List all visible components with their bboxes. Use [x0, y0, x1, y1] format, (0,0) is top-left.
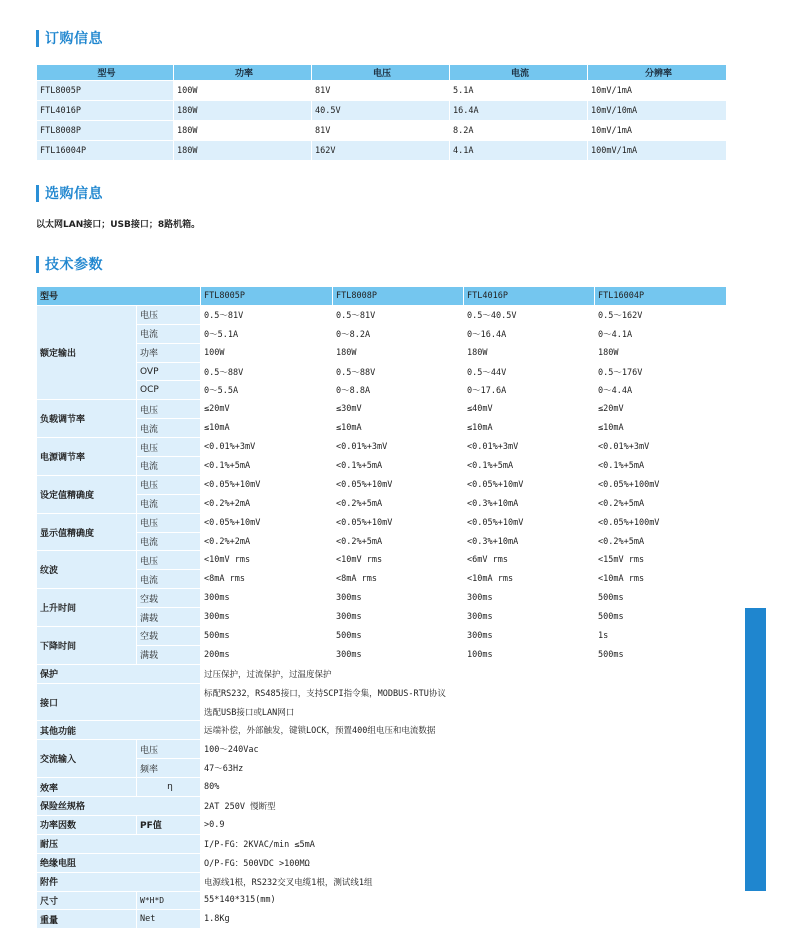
spec-header-label: 型号	[37, 287, 201, 306]
spec-value: 标配RS232，RS485接口，支持SCPI指令集，MODBUS-RTU协议	[201, 683, 727, 702]
spec-value: 0～5.1A	[201, 324, 333, 343]
spec-value: 47～63Hz	[201, 759, 727, 778]
spec-label: 上升时间	[37, 589, 137, 627]
order-header-cell: 电流	[450, 65, 588, 81]
spec-label: 负载调节率	[37, 400, 137, 438]
order-cell-model: FTL16004P	[37, 141, 174, 161]
select-note: 以太网LAN接口；USB接口；8路机箱。	[36, 220, 201, 230]
spec-value: 500ms	[201, 627, 333, 646]
spec-value: 0.5～40.5V	[464, 305, 595, 324]
spec-label: 绝缘电阻	[37, 853, 201, 872]
spec-value: 远端补偿，外部触发，键锁LOCK，预置400组电压和电流数据	[201, 721, 727, 740]
order-cell: 162V	[312, 141, 450, 161]
spec-value: <0.01%+3mV	[464, 438, 595, 457]
select-section-title	[36, 183, 103, 203]
spec-value: <10mV rms	[333, 551, 464, 570]
spec-value: <0.1%+5mA	[595, 457, 727, 476]
table-row	[37, 645, 727, 664]
table-row	[37, 570, 727, 589]
spec-value: 0.5～81V	[201, 305, 333, 324]
table-row	[37, 627, 727, 646]
spec-value: <0.01%+3mV	[595, 438, 727, 457]
spec-value: 2AT 250V 慢断型	[201, 797, 727, 816]
spec-sub: 电流	[137, 457, 201, 476]
order-cell-model: FTL8008P	[37, 121, 174, 141]
spec-value: 过压保护，过流保护，过温度保护	[201, 664, 727, 683]
spec-value: 500ms	[595, 645, 727, 664]
spec-value: 80%	[201, 778, 727, 797]
table-row	[37, 475, 727, 494]
spec-sub: 电流	[137, 419, 201, 438]
spec-value: <0.05%+100mV	[595, 513, 727, 532]
spec-value: <0.1%+5mA	[201, 457, 333, 476]
table-row	[37, 740, 727, 759]
spec-value: <0.05%+10mV	[333, 513, 464, 532]
spec-sub: 满载	[137, 608, 201, 627]
spec-value: 1.8Kg	[201, 910, 727, 929]
spec-table	[36, 286, 727, 929]
spec-value: <0.2%+5mA	[595, 532, 727, 551]
spec-label: 下降时间	[37, 627, 137, 665]
spec-sub: η	[137, 778, 201, 797]
spec-label: 纹波	[37, 551, 137, 589]
spec-value: O/P-FG：500VDC >100MΩ	[201, 853, 727, 872]
table-row	[37, 457, 727, 476]
spec-label: 保护	[37, 664, 201, 683]
spec-value: <10mA rms	[464, 570, 595, 589]
spec-value: 100W	[201, 343, 333, 362]
table-row	[37, 608, 727, 627]
table-row	[37, 343, 727, 362]
table-row	[37, 400, 727, 419]
spec-value: 300ms	[464, 627, 595, 646]
spec-value: 55*140*315(mm)	[201, 891, 727, 910]
side-accent-bar	[745, 608, 766, 891]
order-cell: 100W	[174, 81, 312, 101]
spec-sub: OCP	[137, 381, 201, 400]
title-bar	[36, 30, 39, 47]
table-row	[37, 419, 727, 438]
spec-value: 500ms	[333, 627, 464, 646]
order-header-cell: 功率	[174, 65, 312, 81]
spec-value: 0.5～44V	[464, 362, 595, 381]
table-row	[37, 324, 727, 343]
spec-header-model: FTL4016P	[464, 287, 595, 306]
title-bar	[36, 185, 39, 202]
spec-value: <0.05%+100mV	[595, 475, 727, 494]
table-row	[37, 759, 727, 778]
spec-value: 180W	[333, 343, 464, 362]
order-cell: 40.5V	[312, 101, 450, 121]
spec-label: 交流输入	[37, 740, 137, 778]
table-row	[37, 305, 727, 324]
spec-sub: 空载	[137, 589, 201, 608]
spec-sub: 电压	[137, 305, 201, 324]
order-cell: 180W	[174, 141, 312, 161]
spec-value: 0.5～81V	[333, 305, 464, 324]
spec-label: 显示值精确度	[37, 513, 137, 551]
spec-value: <0.1%+5mA	[464, 457, 595, 476]
spec-value: <0.05%+10mV	[464, 513, 595, 532]
table-row	[37, 721, 727, 740]
table-row	[37, 834, 727, 853]
order-table	[36, 64, 727, 161]
table-row	[37, 362, 727, 381]
spec-value: 0～4.1A	[595, 324, 727, 343]
spec-value: ≤10mA	[595, 419, 727, 438]
order-cell-model: FTL4016P	[37, 101, 174, 121]
spec-value: ≤20mV	[201, 400, 333, 419]
spec-value: 1s	[595, 627, 727, 646]
spec-sub: 电压	[137, 475, 201, 494]
spec-label: 其他功能	[37, 721, 201, 740]
spec-sub: 电压	[137, 513, 201, 532]
spec-label: 功率因数	[37, 815, 137, 834]
spec-value: <0.05%+10mV	[464, 475, 595, 494]
spec-value: <0.2%+5mA	[333, 532, 464, 551]
table-row	[37, 121, 727, 141]
spec-header-model: FTL16004P	[595, 287, 727, 306]
spec-value: <8mA rms	[201, 570, 333, 589]
spec-value: 0～5.5A	[201, 381, 333, 400]
spec-label: 接口	[37, 683, 201, 721]
spec-label: 重量	[37, 910, 137, 929]
spec-value: <0.3%+10mA	[464, 532, 595, 551]
spec-label: 尺寸	[37, 891, 137, 910]
spec-title: 技术参数	[45, 257, 103, 273]
spec-value: 100ms	[464, 645, 595, 664]
spec-header-model: FTL8005P	[201, 287, 333, 306]
order-cell: 100mV/1mA	[588, 141, 727, 161]
spec-value: <10mV rms	[201, 551, 333, 570]
order-section-title	[36, 28, 103, 48]
spec-value: ≤10mA	[333, 419, 464, 438]
spec-label: 设定值精确度	[37, 475, 137, 513]
spec-value: 200ms	[201, 645, 333, 664]
order-cell: 8.2A	[450, 121, 588, 141]
table-row	[37, 910, 727, 929]
table-row	[37, 778, 727, 797]
spec-value: ≤40mV	[464, 400, 595, 419]
spec-sub: 电压	[137, 438, 201, 457]
order-title: 订购信息	[45, 31, 103, 47]
spec-value: <0.05%+10mV	[201, 475, 333, 494]
spec-sub: 电流	[137, 570, 201, 589]
table-row	[37, 797, 727, 816]
table-row	[37, 81, 727, 101]
spec-sub: 电流	[137, 324, 201, 343]
spec-sub: W*H*D	[137, 891, 201, 910]
spec-sub: 电压	[137, 400, 201, 419]
spec-sub: Net	[137, 910, 201, 929]
table-row	[37, 683, 727, 702]
order-cell-model: FTL8005P	[37, 81, 174, 101]
order-cell: 81V	[312, 121, 450, 141]
spec-value: 300ms	[464, 608, 595, 627]
order-cell: 10mV/1mA	[588, 81, 727, 101]
table-row	[37, 891, 727, 910]
table-row	[37, 381, 727, 400]
spec-value: 180W	[595, 343, 727, 362]
spec-value: ≤10mA	[201, 419, 333, 438]
spec-label: 额定输出	[37, 305, 137, 399]
order-cell: 81V	[312, 81, 450, 101]
spec-sub: 满载	[137, 645, 201, 664]
spec-value: <0.01%+3mV	[201, 438, 333, 457]
table-row	[37, 141, 727, 161]
spec-value: ≤10mA	[464, 419, 595, 438]
spec-sub: PF值	[137, 815, 201, 834]
table-row	[37, 815, 727, 834]
spec-value: 0～17.6A	[464, 381, 595, 400]
spec-label: 耐压	[37, 834, 201, 853]
order-cell: 180W	[174, 121, 312, 141]
spec-value: 0～4.4A	[595, 381, 727, 400]
spec-value: <6mV rms	[464, 551, 595, 570]
spec-value: 300ms	[333, 645, 464, 664]
order-header-cell: 型号	[37, 65, 174, 81]
table-row	[37, 853, 727, 872]
spec-sub: 功率	[137, 343, 201, 362]
spec-value: 0～8.2A	[333, 324, 464, 343]
order-header-cell: 分辨率	[588, 65, 727, 81]
title-bar	[36, 256, 39, 273]
spec-value: I/P-FG：2KVAC/min ≤5mA	[201, 834, 727, 853]
spec-value: <0.3%+10mA	[464, 494, 595, 513]
spec-value: 300ms	[201, 608, 333, 627]
spec-value: 电源线1根，RS232交叉电缆1根，测试线1组	[201, 872, 727, 891]
spec-sub: 电流	[137, 532, 201, 551]
spec-value: 180W	[464, 343, 595, 362]
spec-sub: 电压	[137, 740, 201, 759]
spec-label: 附件	[37, 872, 201, 891]
spec-value: <0.01%+3mV	[333, 438, 464, 457]
spec-value: 300ms	[464, 589, 595, 608]
table-row	[37, 664, 727, 683]
spec-value: 500ms	[595, 608, 727, 627]
spec-value: 0～8.8A	[333, 381, 464, 400]
spec-value: <0.05%+10mV	[333, 475, 464, 494]
spec-value: 0.5～162V	[595, 305, 727, 324]
spec-value: <8mA rms	[333, 570, 464, 589]
spec-value: 0.5～88V	[333, 362, 464, 381]
spec-value: <0.2%+5mA	[333, 494, 464, 513]
order-header-cell: 电压	[312, 65, 450, 81]
table-row	[37, 494, 727, 513]
spec-label: 电源调节率	[37, 438, 137, 476]
table-row	[37, 532, 727, 551]
spec-header-row	[37, 287, 727, 306]
spec-value: 100～240Vac	[201, 740, 727, 759]
spec-value: <0.05%+10mV	[201, 513, 333, 532]
table-row	[37, 513, 727, 532]
order-cell: 10mV/10mA	[588, 101, 727, 121]
spec-value: 0～16.4A	[464, 324, 595, 343]
order-header-row	[37, 65, 727, 81]
spec-value: 300ms	[333, 608, 464, 627]
order-cell: 180W	[174, 101, 312, 121]
spec-value: <0.2%+5mA	[595, 494, 727, 513]
spec-value: >0.9	[201, 815, 727, 834]
spec-sub: OVP	[137, 362, 201, 381]
spec-value: <0.2%+2mA	[201, 532, 333, 551]
spec-value: 0.5～176V	[595, 362, 727, 381]
table-row	[37, 101, 727, 121]
spec-value: 选配USB接口或LAN网口	[201, 702, 727, 721]
spec-value: 0.5～88V	[201, 362, 333, 381]
table-row	[37, 438, 727, 457]
spec-value: <10mA rms	[595, 570, 727, 589]
table-row	[37, 589, 727, 608]
spec-sub: 电压	[137, 551, 201, 570]
order-cell: 10mV/1mA	[588, 121, 727, 141]
table-row	[37, 872, 727, 891]
order-cell: 5.1A	[450, 81, 588, 101]
select-title: 选购信息	[45, 186, 103, 202]
spec-sub: 电流	[137, 494, 201, 513]
spec-value: <0.1%+5mA	[333, 457, 464, 476]
spec-value: ≤20mV	[595, 400, 727, 419]
spec-value: 300ms	[201, 589, 333, 608]
spec-header-model: FTL8008P	[333, 287, 464, 306]
spec-label: 效率	[37, 778, 137, 797]
spec-value: <15mV rms	[595, 551, 727, 570]
spec-sub: 空载	[137, 627, 201, 646]
spec-value: 500ms	[595, 589, 727, 608]
spec-value: ≤30mV	[333, 400, 464, 419]
spec-section-title	[36, 254, 103, 274]
spec-value: 300ms	[333, 589, 464, 608]
order-cell: 16.4A	[450, 101, 588, 121]
order-cell: 4.1A	[450, 141, 588, 161]
spec-label: 保险丝规格	[37, 797, 201, 816]
spec-sub: 频率	[137, 759, 201, 778]
table-row	[37, 551, 727, 570]
spec-value: <0.2%+2mA	[201, 494, 333, 513]
